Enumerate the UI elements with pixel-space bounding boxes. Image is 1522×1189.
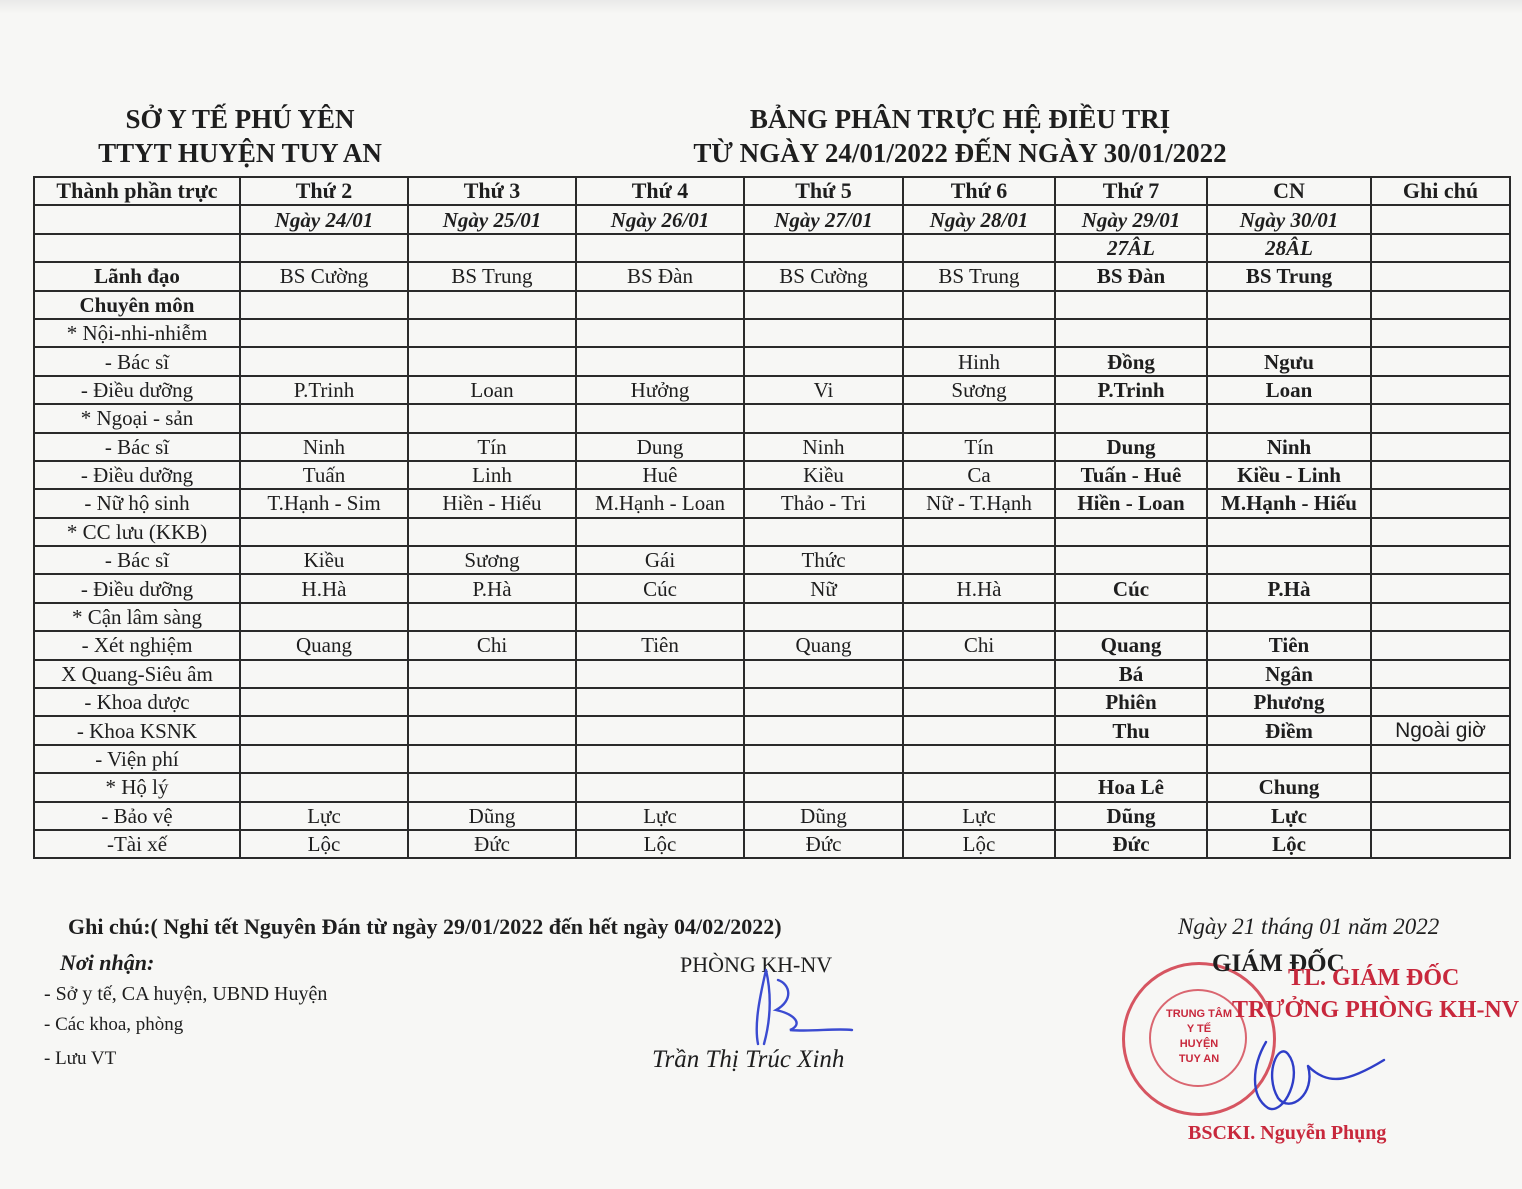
lunar-date: 28ÂL xyxy=(1207,234,1371,262)
duty-cell: BS Đàn xyxy=(576,262,744,290)
empty-cell xyxy=(744,234,903,262)
duty-cell xyxy=(240,518,408,546)
duty-cell: Gái xyxy=(576,546,744,574)
note-cell xyxy=(1371,262,1510,290)
duty-cell: M.Hạnh - Loan xyxy=(576,489,744,517)
duty-cell: Bá xyxy=(1055,660,1207,688)
duty-cell xyxy=(903,291,1055,319)
duty-cell: H.Hà xyxy=(240,574,408,602)
duty-cell xyxy=(744,773,903,801)
duty-cell xyxy=(744,688,903,716)
duty-cell xyxy=(1055,745,1207,773)
duty-cell: Ngân xyxy=(1207,660,1371,688)
duty-cell: BS Cường xyxy=(744,262,903,290)
duty-cell: P.Trinh xyxy=(240,376,408,404)
empty-cell xyxy=(34,234,240,262)
duty-cell: Hoa Lê xyxy=(1055,773,1207,801)
duty-cell xyxy=(744,518,903,546)
corner-cell: Thành phần trực xyxy=(34,177,240,205)
table-row xyxy=(34,745,1510,773)
duty-cell: Quang xyxy=(240,631,408,659)
empty-cell xyxy=(576,234,744,262)
note-cell xyxy=(1371,319,1510,347)
duty-cell xyxy=(744,660,903,688)
duty-cell xyxy=(240,347,408,375)
table-row xyxy=(34,830,1510,858)
recipients-title: Nơi nhận: xyxy=(60,950,155,975)
duty-cell: BS Trung xyxy=(903,262,1055,290)
duty-cell xyxy=(1207,745,1371,773)
duty-cell xyxy=(408,291,576,319)
director-signer: BSCKI. Nguyễn Phụng xyxy=(1188,1122,1387,1144)
header-row-lunar xyxy=(34,234,1510,262)
empty-cell xyxy=(34,205,240,233)
note-cell xyxy=(1371,603,1510,631)
table-row xyxy=(34,716,1510,744)
duty-cell: Thảo - Tri xyxy=(744,489,903,517)
duty-cell: Lực xyxy=(576,802,744,830)
duty-cell: Nữ - T.Hạnh xyxy=(903,489,1055,517)
row-label: - Điều dưỡng xyxy=(34,376,240,404)
date-header: Ngày 26/01 xyxy=(576,205,744,233)
duty-cell: Thu xyxy=(1055,716,1207,744)
duty-cell: Đức xyxy=(408,830,576,858)
row-label: Lãnh đạo xyxy=(34,262,240,290)
table-row xyxy=(34,433,1510,461)
day-header: Thứ 4 xyxy=(576,177,744,205)
row-label: - Điều dưỡng xyxy=(34,574,240,602)
date-header: Ngày 29/01 xyxy=(1055,205,1207,233)
row-label: -Tài xế xyxy=(34,830,240,858)
duty-cell: Lực xyxy=(1207,802,1371,830)
duty-cell: Dung xyxy=(1055,433,1207,461)
note-cell xyxy=(1371,347,1510,375)
empty-cell xyxy=(1371,234,1510,262)
duty-cell xyxy=(576,347,744,375)
row-label: * Nội-nhi-nhiễm xyxy=(34,319,240,347)
day-header: CN xyxy=(1207,177,1371,205)
stamp-line: HUYỆN xyxy=(1179,1038,1219,1050)
duty-cell xyxy=(1055,603,1207,631)
stamp-line: TUY AN xyxy=(1178,1053,1220,1065)
row-label: * Ngoại - sản xyxy=(34,404,240,432)
duty-cell xyxy=(903,688,1055,716)
duty-cell: Chung xyxy=(1207,773,1371,801)
duty-cell: Lực xyxy=(903,802,1055,830)
table-row xyxy=(34,347,1510,375)
duty-cell xyxy=(240,745,408,773)
duty-cell xyxy=(240,773,408,801)
duty-cell: Cúc xyxy=(576,574,744,602)
table-row xyxy=(34,660,1510,688)
lunar-date: 27ÂL xyxy=(1055,234,1207,262)
director-signature-icon xyxy=(1238,1026,1388,1126)
stamp-line: TRUNG TÂM xyxy=(1166,1008,1232,1020)
day-header: Thứ 5 xyxy=(744,177,903,205)
duty-cell: H.Hà xyxy=(903,574,1055,602)
duty-cell: Hiền - Loan xyxy=(1055,489,1207,517)
duty-cell xyxy=(1055,404,1207,432)
duty-cell xyxy=(408,603,576,631)
duty-cell: Vi xyxy=(744,376,903,404)
duty-cell xyxy=(903,319,1055,347)
empty-cell xyxy=(240,234,408,262)
scan-edge xyxy=(0,0,1522,14)
duty-cell xyxy=(903,716,1055,744)
duty-cell: Lộc xyxy=(903,830,1055,858)
row-label: - Viện phí xyxy=(34,745,240,773)
duty-cell: Đồng xyxy=(1055,347,1207,375)
duty-cell: Tiên xyxy=(1207,631,1371,659)
note-cell xyxy=(1371,773,1510,801)
duty-cell: BS Trung xyxy=(408,262,576,290)
day-header: Thứ 7 xyxy=(1055,177,1207,205)
note-cell xyxy=(1371,489,1510,517)
duty-cell xyxy=(744,291,903,319)
duty-cell xyxy=(576,773,744,801)
duty-cell: Huê xyxy=(576,461,744,489)
note-cell xyxy=(1371,660,1510,688)
duty-cell xyxy=(408,404,576,432)
duty-cell: Phiên xyxy=(1055,688,1207,716)
title-line-1: BẢNG PHÂN TRỰC HỆ ĐIỀU TRỊ xyxy=(749,104,1171,134)
duty-cell xyxy=(744,745,903,773)
note-cell xyxy=(1371,546,1510,574)
duty-cell: Dung xyxy=(576,433,744,461)
duty-cell: Phương xyxy=(1207,688,1371,716)
row-label: - Bác sĩ xyxy=(34,433,240,461)
duty-cell xyxy=(903,660,1055,688)
duty-cell: Tiên xyxy=(576,631,744,659)
note-cell xyxy=(1371,830,1510,858)
table-row xyxy=(34,603,1510,631)
duty-cell: Cúc xyxy=(1055,574,1207,602)
table-row xyxy=(34,461,1510,489)
duty-cell xyxy=(576,745,744,773)
date-header: Ngày 24/01 xyxy=(240,205,408,233)
date-header: Ngày 30/01 xyxy=(1207,205,1371,233)
duty-cell: Tuấn - Huê xyxy=(1055,461,1207,489)
note-cell xyxy=(1371,291,1510,319)
duty-cell xyxy=(1055,546,1207,574)
director-title: GIÁM ĐỐC xyxy=(1212,950,1345,977)
duty-cell: Loan xyxy=(1207,376,1371,404)
org-line-2: TTYT HUYỆN TUY AN xyxy=(98,138,382,168)
duty-cell: P.Hà xyxy=(408,574,576,602)
duty-cell: Lộc xyxy=(1207,830,1371,858)
duty-cell xyxy=(1207,546,1371,574)
note-cell xyxy=(1371,802,1510,830)
duty-cell: Ngưu xyxy=(1207,347,1371,375)
note-header: Ghi chú xyxy=(1371,177,1510,205)
org-header xyxy=(70,102,410,170)
duty-cell: Chi xyxy=(408,631,576,659)
duty-cell xyxy=(903,546,1055,574)
duty-cell: Kiều xyxy=(240,546,408,574)
head-dept: TRƯỞNG PHÒNG KH-NV xyxy=(1232,997,1520,1023)
duty-cell: Tuấn xyxy=(240,461,408,489)
header-row-dates xyxy=(34,205,1510,233)
issue-date: Ngày 21 tháng 01 năm 2022 xyxy=(1178,914,1440,939)
date-header: Ngày 25/01 xyxy=(408,205,576,233)
note-cell xyxy=(1371,376,1510,404)
table-row xyxy=(34,802,1510,830)
duty-cell xyxy=(1207,518,1371,546)
duty-cell: Ca xyxy=(903,461,1055,489)
row-label: - Xét nghiệm xyxy=(34,631,240,659)
empty-cell xyxy=(408,234,576,262)
duty-cell: Chi xyxy=(903,631,1055,659)
row-label: - Khoa dược xyxy=(34,688,240,716)
duty-cell xyxy=(408,518,576,546)
duty-cell: Dũng xyxy=(744,802,903,830)
duty-cell: Tín xyxy=(408,433,576,461)
duty-cell: M.Hạnh - Hiếu xyxy=(1207,489,1371,517)
empty-cell xyxy=(1371,205,1510,233)
duty-cell xyxy=(744,347,903,375)
duty-cell: Sương xyxy=(903,376,1055,404)
tl-director: TL. GIÁM ĐỐC xyxy=(1288,965,1460,991)
note-cell: Ngoài giờ xyxy=(1371,716,1510,744)
duty-cell xyxy=(1055,319,1207,347)
duty-cell xyxy=(1207,319,1371,347)
table-row xyxy=(34,773,1510,801)
duty-cell xyxy=(1055,518,1207,546)
duty-cell xyxy=(240,404,408,432)
duty-cell: T.Hạnh - Sim xyxy=(240,489,408,517)
day-header: Thứ 2 xyxy=(240,177,408,205)
row-label: - Khoa KSNK xyxy=(34,716,240,744)
duty-cell xyxy=(408,347,576,375)
stamp-line: Y TẾ xyxy=(1186,1023,1212,1035)
duty-cell xyxy=(576,404,744,432)
duty-cell xyxy=(903,518,1055,546)
date-header: Ngày 28/01 xyxy=(903,205,1055,233)
row-label: * CC lưu (KKB) xyxy=(34,518,240,546)
table-row xyxy=(34,262,1510,290)
document-title xyxy=(560,102,1360,170)
duty-cell xyxy=(744,716,903,744)
table-row xyxy=(34,376,1510,404)
recipient-item: - Các khoa, phòng xyxy=(44,1014,184,1035)
duty-cell: Đức xyxy=(744,830,903,858)
header-row-days xyxy=(34,177,1510,205)
duty-cell: Dũng xyxy=(1055,802,1207,830)
row-label: Chuyên môn xyxy=(34,291,240,319)
duty-cell xyxy=(576,518,744,546)
duty-cell: Hiền - Hiếu xyxy=(408,489,576,517)
duty-cell xyxy=(576,603,744,631)
table-row xyxy=(34,518,1510,546)
date-header: Ngày 27/01 xyxy=(744,205,903,233)
duty-cell xyxy=(1055,291,1207,319)
recipient-item: - Lưu VT xyxy=(44,1048,117,1069)
duty-cell: P.Trinh xyxy=(1055,376,1207,404)
day-header: Thứ 3 xyxy=(408,177,576,205)
note-cell xyxy=(1371,404,1510,432)
duty-cell xyxy=(240,660,408,688)
table-row xyxy=(34,546,1510,574)
duty-cell: Loan xyxy=(408,376,576,404)
duty-cell: P.Hà xyxy=(1207,574,1371,602)
table-row xyxy=(34,291,1510,319)
duty-cell: Dũng xyxy=(408,802,576,830)
duty-cell xyxy=(744,319,903,347)
row-label: - Điều dưỡng xyxy=(34,461,240,489)
duty-cell xyxy=(744,603,903,631)
duty-cell xyxy=(576,291,744,319)
row-label: * Cận lâm sàng xyxy=(34,603,240,631)
duty-cell xyxy=(744,404,903,432)
table-row xyxy=(34,404,1510,432)
duty-cell: Lực xyxy=(240,802,408,830)
duty-cell: Lộc xyxy=(240,830,408,858)
duty-cell xyxy=(903,773,1055,801)
row-label: - Nữ hộ sinh xyxy=(34,489,240,517)
table-row xyxy=(34,574,1510,602)
duty-cell xyxy=(1207,404,1371,432)
empty-cell xyxy=(903,234,1055,262)
org-line-1: SỞ Y TẾ PHÚ YÊN xyxy=(125,104,355,134)
duty-cell: BS Đàn xyxy=(1055,262,1207,290)
duty-cell xyxy=(576,716,744,744)
dept-signature-icon xyxy=(742,966,862,1048)
duty-cell xyxy=(240,688,408,716)
duty-cell xyxy=(576,688,744,716)
recipient-item: - Sở y tế, CA huyện, UBND Huyện xyxy=(44,983,328,1005)
note-cell xyxy=(1371,745,1510,773)
table-row xyxy=(34,319,1510,347)
duty-cell: Hinh xyxy=(903,347,1055,375)
duty-cell xyxy=(1207,291,1371,319)
duty-cell: Ninh xyxy=(744,433,903,461)
duty-cell: Đức xyxy=(1055,830,1207,858)
row-label: - Bác sĩ xyxy=(34,347,240,375)
duty-cell xyxy=(1207,603,1371,631)
duty-cell xyxy=(903,603,1055,631)
table-row xyxy=(34,631,1510,659)
duty-cell xyxy=(408,773,576,801)
duty-cell: BS Cường xyxy=(240,262,408,290)
duty-roster-table xyxy=(33,176,1511,859)
duty-cell: Tín xyxy=(903,433,1055,461)
duty-cell xyxy=(240,319,408,347)
note-cell xyxy=(1371,631,1510,659)
row-label: - Bác sĩ xyxy=(34,546,240,574)
note-cell xyxy=(1371,574,1510,602)
duty-cell xyxy=(408,745,576,773)
row-label: * Hộ lý xyxy=(34,773,240,801)
duty-cell xyxy=(240,603,408,631)
dept-title: PHÒNG KH-NV xyxy=(680,952,833,977)
duty-cell xyxy=(903,404,1055,432)
duty-cell: Quang xyxy=(1055,631,1207,659)
duty-cell xyxy=(240,716,408,744)
duty-cell: Ninh xyxy=(1207,433,1371,461)
duty-cell xyxy=(576,660,744,688)
duty-cell: Điềm xyxy=(1207,716,1371,744)
duty-cell: Ninh xyxy=(240,433,408,461)
duty-cell: Nữ xyxy=(744,574,903,602)
table-row xyxy=(34,489,1510,517)
title-line-2: TỪ NGÀY 24/01/2022 ĐẾN NGÀY 30/01/2022 xyxy=(693,138,1227,168)
duty-cell: Hưởng xyxy=(576,376,744,404)
duty-cell xyxy=(903,745,1055,773)
note-cell xyxy=(1371,433,1510,461)
dept-signer: Trần Thị Trúc Xinh xyxy=(652,1046,845,1073)
duty-cell: Kiều - Linh xyxy=(1207,461,1371,489)
duty-cell: BS Trung xyxy=(1207,262,1371,290)
duty-cell xyxy=(576,319,744,347)
duty-cell: Sương xyxy=(408,546,576,574)
row-label: X Quang-Siêu âm xyxy=(34,660,240,688)
note-cell xyxy=(1371,688,1510,716)
duty-cell: Thức xyxy=(744,546,903,574)
duty-cell: Linh xyxy=(408,461,576,489)
note-cell xyxy=(1371,461,1510,489)
holiday-note: Ghi chú:( Nghỉ tết Nguyên Đán từ ngày 29/01/2022 đến hết ngày 04/02/2022) xyxy=(68,914,782,939)
row-label: - Bảo vệ xyxy=(34,802,240,830)
note-cell xyxy=(1371,518,1510,546)
table-row xyxy=(34,688,1510,716)
duty-cell xyxy=(240,291,408,319)
duty-cell: Kiều xyxy=(744,461,903,489)
duty-cell xyxy=(408,319,576,347)
duty-cell xyxy=(408,716,576,744)
duty-cell xyxy=(408,660,576,688)
duty-cell xyxy=(408,688,576,716)
duty-cell: Quang xyxy=(744,631,903,659)
duty-cell: Lộc xyxy=(576,830,744,858)
day-header: Thứ 6 xyxy=(903,177,1055,205)
